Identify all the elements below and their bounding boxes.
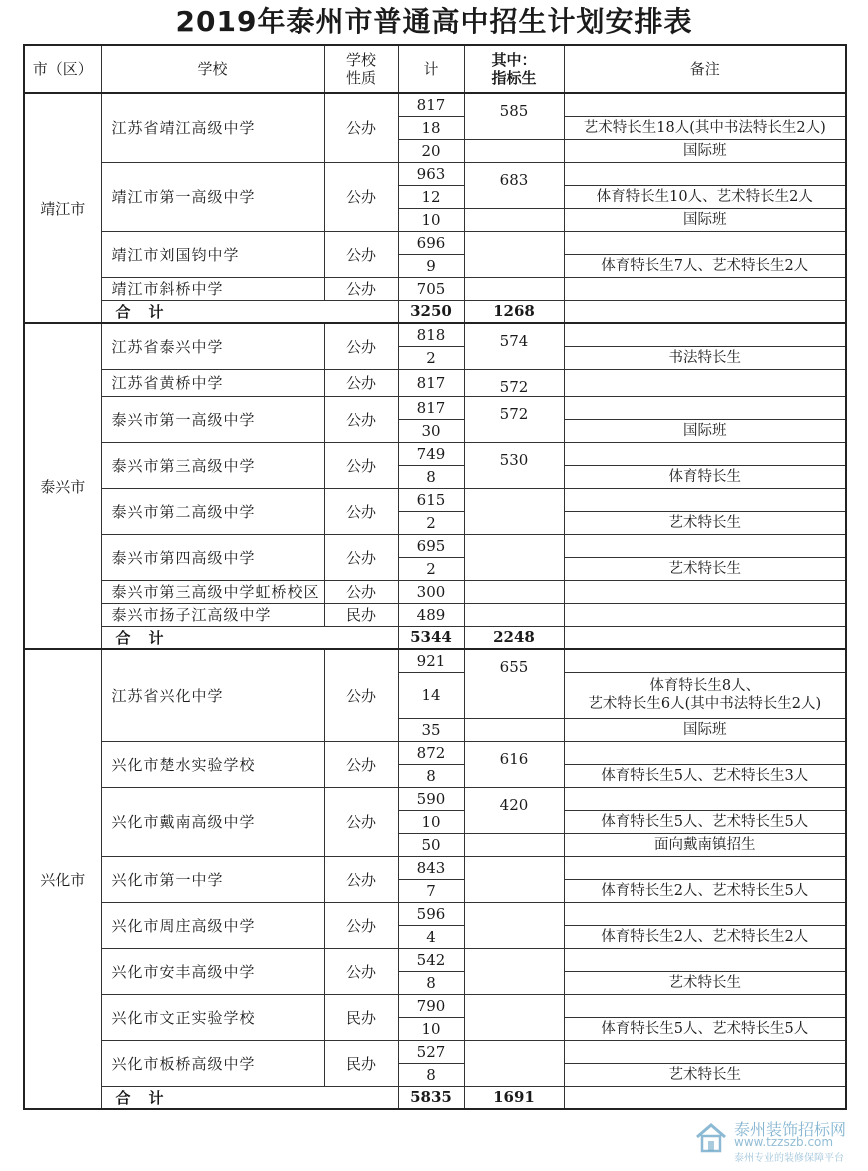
note-cell: 艺术特长生 [564,511,846,534]
note-cell: 体育特长生5人、艺术特长生5人 [564,1017,846,1040]
city-cell: 兴化市 [24,649,101,1109]
school-nature: 公办 [324,902,398,948]
total-label-text: 合计 [115,302,182,321]
count-cell: 872 [398,741,464,764]
table-row [24,277,846,300]
table-row [24,649,846,672]
school-nature: 公办 [324,787,398,856]
count-cell: 14 [398,672,464,718]
school-name: 泰兴市扬子江高级中学 [101,603,324,626]
quota-cell-empty [464,208,564,231]
quota-cell [464,231,564,277]
total-note [564,626,846,649]
page-title: 2019年泰州市普通高中招生计划安排表 [175,5,693,38]
count-cell: 8 [398,971,464,994]
school-name: 兴化市板桥高级中学 [101,1040,324,1086]
count-cell: 18 [398,116,464,139]
note-cell [564,603,846,626]
total-note [564,300,846,323]
quota-cell: 530 [464,442,564,488]
watermark-name: 泰州装饰招标网 [734,1120,847,1139]
city-cell: 泰兴市 [24,323,101,649]
quota-cell [464,603,564,626]
total-note [564,1086,846,1109]
note-cell [564,580,846,603]
school-name: 泰兴市第三高级中学虹桥校区 [101,580,324,603]
table-row [24,948,846,971]
count-cell: 10 [398,208,464,231]
table-row [24,741,846,764]
note-cell [564,534,846,557]
school-nature: 公办 [324,396,398,442]
count-cell: 9 [398,254,464,277]
school-name: 兴化市周庄高级中学 [101,902,324,948]
quota-cell: 655 [464,649,564,718]
quota-cell: 683 [464,162,564,208]
count-cell: 696 [398,231,464,254]
note-cell: 体育特长生 [564,465,846,488]
header-row [24,45,846,93]
note-cell [564,442,846,465]
note-cell: 体育特长生2人、艺术特长生5人 [564,879,846,902]
table-row [24,603,846,626]
quota-cell [464,994,564,1040]
count-cell: 615 [398,488,464,511]
note-cell [564,994,846,1017]
count-cell: 596 [398,902,464,925]
quota-cell [464,488,564,534]
total-count: 5344 [398,626,464,649]
note-cell: 艺术特长生 [564,971,846,994]
school-nature: 公办 [324,323,398,369]
school-nature: 公办 [324,277,398,300]
count-cell: 542 [398,948,464,971]
table-row [24,580,846,603]
school-nature: 公办 [324,93,398,162]
header-note: 备注 [564,45,846,93]
count-cell: 817 [398,369,464,396]
table-body [24,93,846,1109]
school-nature: 公办 [324,534,398,580]
count-cell: 300 [398,580,464,603]
school-name: 泰兴市第三高级中学 [101,442,324,488]
note-cell: 艺术特长生 [564,1063,846,1086]
count-cell: 2 [398,346,464,369]
note-cell: 国际班 [564,208,846,231]
school-name: 靖江市刘国钧中学 [101,231,324,277]
table-row [24,1040,846,1063]
note-cell: 体育特长生5人、艺术特长生5人 [564,810,846,833]
total-label [101,1086,398,1109]
note-cell [564,369,846,396]
school-name: 泰兴市第四高级中学 [101,534,324,580]
count-cell: 2 [398,511,464,534]
school-nature: 公办 [324,741,398,787]
school-name: 靖江市第一高级中学 [101,162,324,231]
quota-cell [464,580,564,603]
note-cell [564,93,846,116]
school-nature: 公办 [324,948,398,994]
note-cell: 面向戴南镇招生 [564,833,846,856]
total-row [24,626,846,649]
total-count: 3250 [398,300,464,323]
school-name: 泰兴市第二高级中学 [101,488,324,534]
count-cell: 2 [398,557,464,580]
school-nature: 公办 [324,488,398,534]
count-cell: 10 [398,1017,464,1040]
note-cell [564,787,846,810]
table-row [24,902,846,925]
total-label [101,626,398,649]
count-cell: 12 [398,185,464,208]
school-nature: 公办 [324,442,398,488]
school-nature: 民办 [324,1040,398,1086]
school-name: 兴化市安丰高级中学 [101,948,324,994]
note-cell: 国际班 [564,419,846,442]
count-cell: 790 [398,994,464,1017]
quota-cell [464,856,564,902]
note-cell: 体育特长生8人、 艺术特长生6人(其中书法特长生2人) [564,672,846,718]
note-cell [564,948,846,971]
school-name: 靖江市斜桥中学 [101,277,324,300]
note-cell: 书法特长生 [564,346,846,369]
total-quota: 1268 [464,300,564,323]
school-name: 江苏省黄桥中学 [101,369,324,396]
count-cell: 10 [398,810,464,833]
note-cell [564,488,846,511]
header-city: 市（区） [24,45,101,93]
school-name: 兴化市楚水实验学校 [101,741,324,787]
quota-cell [464,277,564,300]
header-nature: 学校 性质 [324,45,398,93]
quota-cell: 616 [464,741,564,787]
school-nature: 公办 [324,162,398,231]
table-row [24,488,846,511]
count-cell: 749 [398,442,464,465]
watermark-url: www.tzzszb.com [734,1135,834,1149]
school-nature: 公办 [324,369,398,396]
header-count: 计 [398,45,464,93]
count-cell: 489 [398,603,464,626]
school-name: 兴化市第一中学 [101,856,324,902]
count-cell: 818 [398,323,464,346]
school-name: 江苏省靖江高级中学 [101,93,324,162]
note-cell [564,649,846,672]
school-nature: 民办 [324,603,398,626]
note-cell: 体育特长生2人、艺术特长生2人 [564,925,846,948]
school-name: 兴化市戴南高级中学 [101,787,324,856]
note-cell: 艺术特长生 [564,557,846,580]
quota-cell: 572 [464,369,564,396]
count-cell: 527 [398,1040,464,1063]
header-quota: 其中： 指标生 [464,45,564,93]
count-cell: 50 [398,833,464,856]
table-row [24,787,846,810]
table-row [24,396,846,419]
total-count: 5835 [398,1086,464,1109]
count-cell: 843 [398,856,464,879]
quota-cell: 585 [464,93,564,139]
quota-cell [464,534,564,580]
count-cell: 695 [398,534,464,557]
quota-cell-empty [464,833,564,856]
note-cell [564,231,846,254]
table-row [24,93,846,116]
count-cell: 817 [398,93,464,116]
quota-cell-empty [464,139,564,162]
quota-cell [464,948,564,994]
note-cell [564,856,846,879]
note-cell [564,162,846,185]
count-cell: 921 [398,649,464,672]
total-label-text: 合计 [115,628,182,647]
header-school: 学校 [101,45,324,93]
total-row [24,300,846,323]
school-nature: 公办 [324,856,398,902]
quota-cell: 420 [464,787,564,833]
note-cell: 体育特长生7人、艺术特长生2人 [564,254,846,277]
count-cell: 7 [398,879,464,902]
table-row [24,369,846,396]
quota-cell: 572 [464,396,564,442]
quota-cell [464,902,564,948]
watermark [692,1115,862,1165]
school-nature: 公办 [324,580,398,603]
quota-cell [464,1040,564,1086]
count-cell: 590 [398,787,464,810]
count-cell: 8 [398,764,464,787]
total-row [24,1086,846,1109]
table-row [24,994,846,1017]
house-logo-icon [694,1121,728,1155]
count-cell: 4 [398,925,464,948]
quota-cell: 574 [464,323,564,369]
note-cell: 国际班 [564,718,846,741]
table-row [24,162,846,185]
note-cell: 国际班 [564,139,846,162]
school-name: 江苏省泰兴中学 [101,323,324,369]
table-row [24,231,846,254]
note-cell [564,396,846,419]
count-cell: 20 [398,139,464,162]
total-quota: 1691 [464,1086,564,1109]
total-label-text: 合计 [115,1088,182,1107]
school-name: 兴化市文正实验学校 [101,994,324,1040]
school-nature: 公办 [324,649,398,741]
count-cell: 705 [398,277,464,300]
note-cell [564,902,846,925]
school-nature: 公办 [324,231,398,277]
note-cell [564,741,846,764]
count-cell: 963 [398,162,464,185]
note-cell: 体育特长生5人、艺术特长生3人 [564,764,846,787]
count-cell: 8 [398,465,464,488]
note-cell: 体育特长生10人、艺术特长生2人 [564,185,846,208]
quota-cell-empty [464,718,564,741]
count-cell: 35 [398,718,464,741]
school-name: 泰兴市第一高级中学 [101,396,324,442]
count-cell: 817 [398,396,464,419]
city-cell: 靖江市 [24,93,101,323]
count-cell: 8 [398,1063,464,1086]
school-nature: 民办 [324,994,398,1040]
table-row [24,534,846,557]
table-row [24,442,846,465]
note-cell [564,277,846,300]
total-quota: 2248 [464,626,564,649]
total-label [101,300,398,323]
table-row [24,856,846,879]
enrollment-plan-table [23,44,847,1110]
note-cell [564,323,846,346]
note-cell [564,1040,846,1063]
table-row [24,323,846,346]
count-cell: 30 [398,419,464,442]
school-name: 江苏省兴化中学 [101,649,324,741]
note-cell: 艺术特长生18人(其中书法特长生2人) [564,116,846,139]
watermark-slogan: 泰州专业的装修保障平台 [734,1153,844,1164]
